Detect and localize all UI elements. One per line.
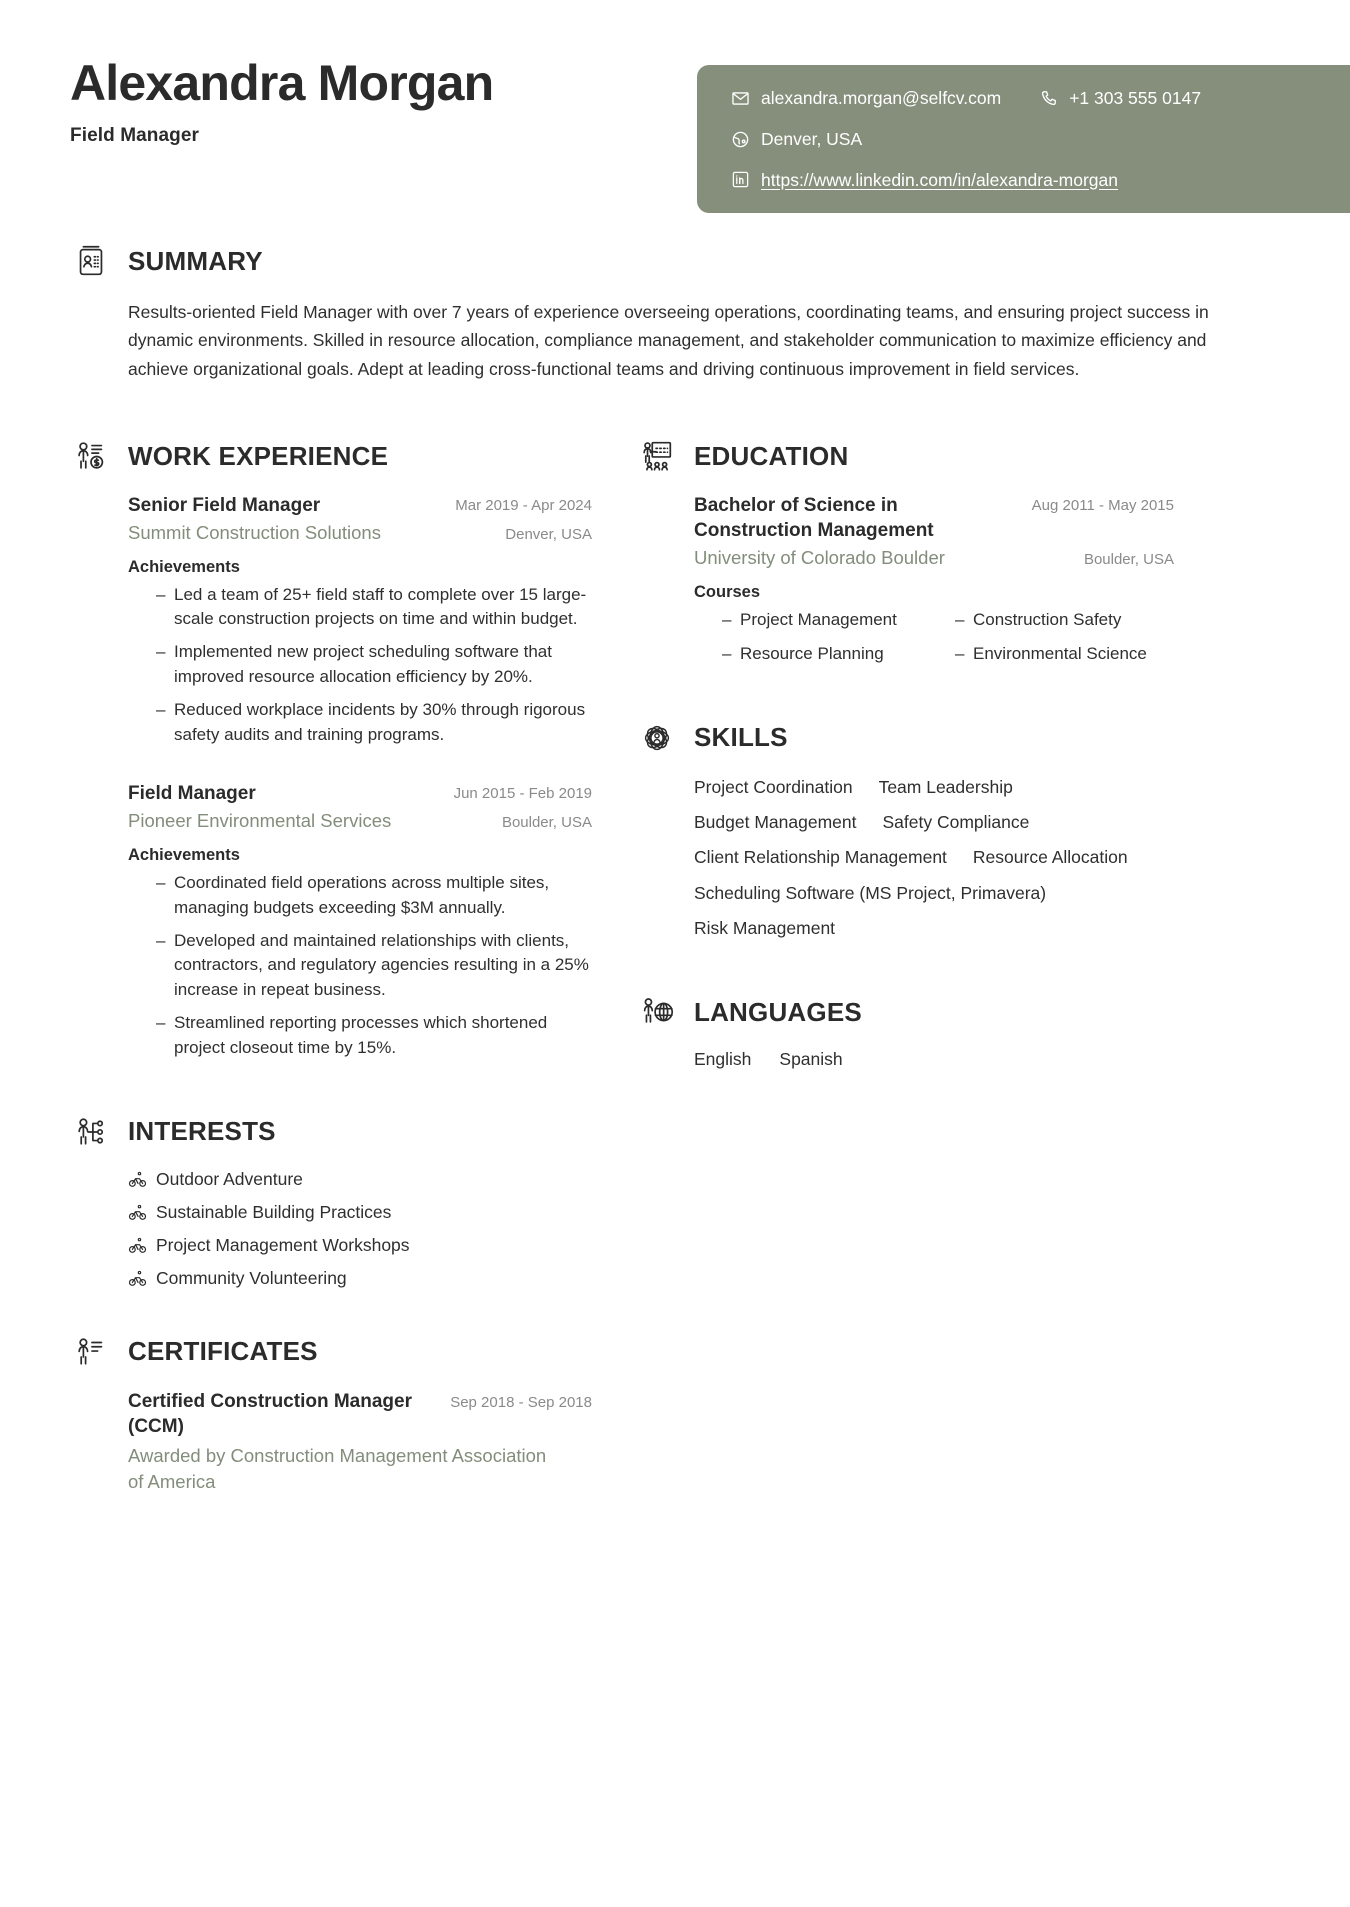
work-entry-sub: [128, 809, 592, 833]
interests-body: [70, 1169, 592, 1289]
resume-body: [0, 240, 1350, 1501]
interest-label: Community Volunteering: [156, 1267, 347, 1288]
phone-icon: [1039, 89, 1058, 108]
achievements-list: [128, 871, 592, 1061]
work-entry-dates: Mar 2019 - Apr 2024: [455, 497, 592, 515]
work-experience-header: [70, 435, 592, 477]
person-list-icon: [70, 1331, 112, 1373]
achievement-item: – Developed and maintained relationships with clients, contractors, and regulatory agencies resulting in a 25% increase in repeat business.: [156, 929, 592, 1003]
skill-item: Scheduling Software (MS Project, Primavera): [694, 882, 1047, 903]
contact-linkedin-text: https://www.linkedin.com/in/alexandra-morgan: [761, 169, 1118, 190]
bicycle-icon: [128, 1269, 147, 1288]
section-work-experience: [70, 435, 592, 1061]
education-title: EDUCATION: [694, 440, 849, 471]
contact-email-text: alexandra.morgan@selfcv.com: [761, 88, 1002, 108]
skill-item: Resource Allocation: [972, 847, 1128, 868]
education-school: University of Colorado Boulder: [694, 547, 945, 569]
interest-label: Outdoor Adventure: [156, 1168, 303, 1189]
work-entry: [128, 493, 592, 747]
interest-label: Sustainable Building Practices: [156, 1201, 392, 1222]
language-item: English: [694, 1049, 752, 1070]
resume-header: [0, 0, 1350, 240]
bicycle-icon: [128, 1170, 147, 1189]
contact-email[interactable]: [731, 87, 1001, 110]
contact-location-text: Denver, USA: [761, 128, 863, 149]
languages-header: [636, 991, 1174, 1033]
contact-phone-text: +1 303 555 0147: [1069, 88, 1202, 108]
achievements-label: Achievements: [128, 557, 240, 576]
education-entry-head: [694, 493, 1174, 543]
work-entry-head: [128, 493, 592, 518]
work-entry-location: Denver, USA: [505, 526, 592, 544]
skill-item: Client Relationship Management: [694, 847, 947, 868]
bicycle-icon: [128, 1203, 147, 1222]
work-entry-head: [128, 781, 592, 806]
work-entry-sub: [128, 521, 592, 545]
contact-row-2: [731, 128, 1331, 151]
achievement-item: – Reduced workplace incidents by 30% through rigorous safety audits and training programs.: [156, 698, 592, 748]
person-globe-icon: [636, 991, 678, 1033]
skill-item: Risk Management: [694, 918, 836, 939]
contact-row-3: [731, 169, 1331, 192]
work-entry-title: Field Manager: [128, 783, 256, 805]
interest-item: [128, 1169, 592, 1190]
contact-card: [697, 65, 1350, 213]
education-dates: Aug 2011 - May 2015: [1031, 497, 1174, 515]
skill-item: Budget Management: [694, 811, 857, 832]
education-entry-sub: [694, 546, 1174, 570]
certificates-body: [70, 1389, 592, 1496]
section-interests: [70, 1111, 592, 1289]
work-entry-dates: Jun 2015 - Feb 2019: [453, 785, 592, 803]
certificate-entry: [128, 1389, 592, 1496]
rosette-person-icon: [636, 717, 678, 759]
skills-title: SKILLS: [694, 722, 788, 753]
interest-item: [128, 1202, 592, 1223]
certificate-dates: Sep 2018 - Sep 2018: [450, 1393, 592, 1411]
course-item: – Resource Planning: [722, 642, 941, 666]
achievements-label: Achievements: [128, 845, 240, 864]
contact-row-1: [731, 87, 1331, 110]
interest-label: Project Management Workshops: [156, 1234, 410, 1255]
interests-list: [128, 1169, 592, 1289]
languages-list: [694, 1049, 1174, 1070]
envelope-icon: [731, 89, 750, 108]
work-experience-title: WORK EXPERIENCE: [128, 440, 389, 471]
course-item: – Construction Safety: [955, 608, 1174, 632]
languages-body: [636, 1049, 1174, 1070]
summary-header: [70, 240, 1280, 282]
work-experience-body: [70, 493, 592, 1061]
interest-item: [128, 1235, 592, 1256]
certificates-header: [70, 1331, 592, 1373]
education-degree: Bachelor of Science in Construction Management: [694, 495, 934, 542]
contact-phone[interactable]: [1039, 87, 1201, 110]
page-title: Alexandra Morgan: [70, 55, 494, 111]
achievements-list: [128, 583, 592, 748]
course-item: – Project Management: [722, 608, 941, 632]
courses-list: [694, 608, 1174, 667]
education-location: Boulder, USA: [1083, 551, 1174, 569]
contact-location: [731, 128, 862, 151]
summary-text: Results-oriented Field Manager with over 7 years of experience overseeing operations, coordinating teams, and ensuring project success in dynamic environments. Skilled in resource allocation, compliance management, and stakeholder communication to maximize efficiency and achieve organizational goals. Adept at leading cross-functional teams and driving continuous improvement in field services.: [128, 302, 1209, 379]
education-body: [636, 493, 1174, 667]
interests-title: INTERESTS: [128, 1116, 276, 1147]
right-column: [636, 435, 1174, 1501]
interests-header: [70, 1111, 592, 1153]
work-entry-title: Senior Field Manager: [128, 495, 321, 517]
section-skills: [636, 717, 1174, 942]
main-columns: [70, 435, 1280, 1501]
skills-body: [636, 775, 1174, 942]
achievement-item: – Led a team of 25+ field staff to complete over 15 large-scale construction projects on time and within budget.: [156, 583, 592, 633]
summary-title: SUMMARY: [128, 245, 263, 276]
section-summary: [70, 240, 1280, 383]
entry-spacer: [128, 755, 592, 781]
summary-body: [70, 298, 1280, 383]
section-certificates: [70, 1331, 592, 1496]
certificate-name: Certified Construction Manager (CCM): [128, 1390, 412, 1437]
achievement-item: – Coordinated field operations across multiple sites, managing budgets exceeding $3M annually.: [156, 871, 592, 921]
education-entry: [694, 493, 1174, 667]
skill-item: Safety Compliance: [882, 811, 1030, 832]
linkedin-icon: [731, 170, 750, 189]
person-network-icon: [70, 1111, 112, 1153]
work-entry-company: Summit Construction Solutions: [128, 522, 381, 544]
achievement-item: – Implemented new project scheduling software that improved resource allocation efficiency by 20%.: [156, 640, 592, 690]
globe-icon: [731, 130, 750, 149]
presentation-board-icon: [636, 435, 678, 477]
certificate-issuer: Awarded by Construction Management Association of America: [128, 1444, 547, 1492]
languages-title: LANGUAGES: [694, 996, 862, 1027]
person-salary-icon: [70, 435, 112, 477]
bicycle-icon: [128, 1236, 147, 1255]
job-title: Field Manager: [70, 125, 200, 146]
skill-item: Project Coordination: [694, 776, 853, 797]
course-item: – Environmental Science: [955, 642, 1174, 666]
achievement-item: – Streamlined reporting processes which shortened project closeout time by 15%.: [156, 1011, 592, 1061]
left-column: [70, 435, 592, 1501]
work-entry: [128, 781, 592, 1060]
work-entry-company: Pioneer Environmental Services: [128, 810, 392, 832]
section-education: [636, 435, 1174, 667]
name-block: [70, 55, 493, 147]
section-languages: [636, 991, 1174, 1070]
education-header: [636, 435, 1174, 477]
language-item: Spanish: [779, 1049, 843, 1070]
courses-label: Courses: [694, 582, 761, 601]
id-badge-icon: [70, 240, 112, 282]
certificates-title: CERTIFICATES: [128, 1336, 318, 1367]
skills-header: [636, 717, 1174, 759]
contact-linkedin[interactable]: [731, 169, 1118, 192]
interest-item: [128, 1268, 592, 1289]
skills-list: [694, 775, 1174, 942]
skill-item: Team Leadership: [878, 776, 1013, 797]
work-entry-location: Boulder, USA: [501, 814, 592, 832]
certificate-head: [128, 1389, 592, 1439]
